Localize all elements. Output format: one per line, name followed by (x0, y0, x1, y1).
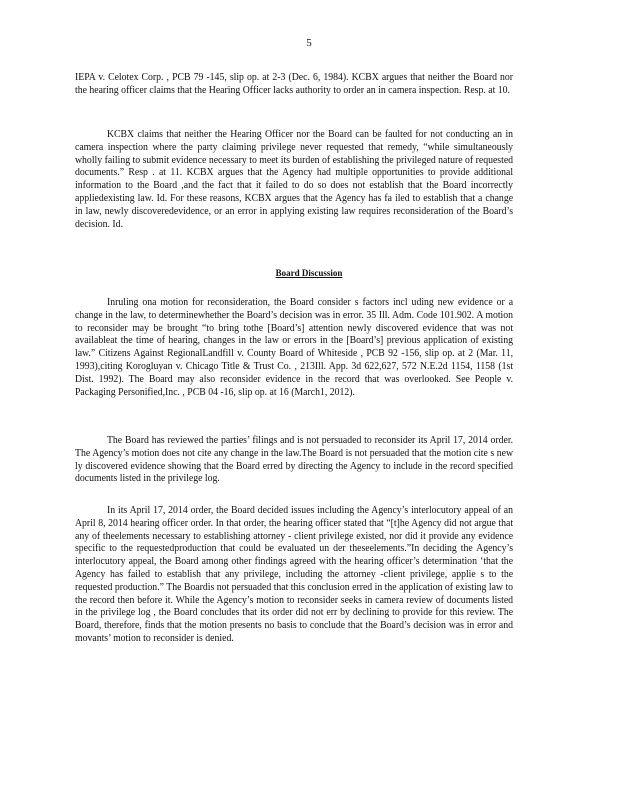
paragraph-5: In its April 17, 2014 order, the Board decided issues including the Agency’s interlocutory appeal of an April 8, 2014 hearing officer order. In that order, the hearing officer stated that “[t]he Agency did not argue that any of theelements necessary to establishing attorney - client privilege existed, nor did it provide any evidence specific to the requestedproduction that could be evaluated un der theseelements.”In deciding the Agency’s interlocutory appeal, the Board among other findings agreed with the hearing officer’s determination ‘that the Agency has failed to establish that any privilege, including the attorney -client privilege, applie s to the requested production.” The Boardis not persuaded that this conclusion erred in the application of existing law to the record then before it. While the Agency’s motion to reconsider seeks in camera review of documents listed in the privilege log , the Board concludes that its order did not err by declining to provide for this review. The Board, therefore, finds that the motion presents no basis to conclude that the Board’s decision was in error and movants’ motion to reconsider is denied. (75, 505, 514, 644)
paragraph-1: IEPA v. Celotex Corp. , PCB 79 -145, slip op. at 2-3 (Dec. 6, 1984). KCBX argues that neither the Board nor the hearing officer claims that the Hearing Officer lacks authority to order an in camera inspection. Resp. at 10. (75, 72, 514, 96)
page-number: 5 (306, 37, 312, 49)
paragraph-3: Inruling ona motion for reconsideration, the Board consider s factors incl uding new evidence or a change in the law, to determinewhether the Board’s decision was in error. 35 Ill. Adm. Code 101.902. A motion to reconsider may be brought “to bring tothe [Board’s] attention newly discovered evidence that was not availableat the time of hearing, changes in the law or errors in the [Board’s] previous application of existing law.” Citizens Against RegionalLandfill v. County Board of Whiteside , PCB 92 -156, slip op. at 2 (Mar. 11, 1993),citing Korogluyan v. Chicago Title & Trust Co. , 213Ill. App. 3d 622,627, 572 N.E.2d 1154, 1158 (1st Dist. 1992). The Board may also reconsider evidence in the record that was overlooked. See People v. Packaging Personified,Inc. , PCB 04 -16, slip op. at 16 (March1, 2012). (75, 297, 514, 398)
paragraph-2: KCBX claims that neither the Hearing Officer nor the Board can be faulted for not conducting an in camera inspection where the party claiming privilege never requested that remedy, “while simultaneously wholly failing to submit evidence necessary to meet its burden of establishing the privileged nature of requested documents.” Resp . at 11. KCBX argues that the Agency had multiple opportunities to provide additional information to the Board ,and the fact that it failed to do so does not establish that the Board incorrectly appliedexisting law. Id. For these reasons, KCBX argues that the Agency has fa iled to establish that a change in law, newly discoveredevidence, or an error in applying existing law requires reconsideration of the Board’s decision. Id. (75, 129, 514, 230)
section-heading-text: Board Discussion (275, 268, 343, 278)
paragraph-4: The Board has reviewed the parties’ filings and is not persuaded to reconsider its April 17, 2014 order. The Agency’s motion does not cite any change in the law.The Board is not persuaded that the motion cite s new ly discovered evidence showing that the Board erred by directing the Agency to include in the record specified documents listed in the privilege log. (75, 435, 514, 485)
section-heading (0, 268, 618, 278)
